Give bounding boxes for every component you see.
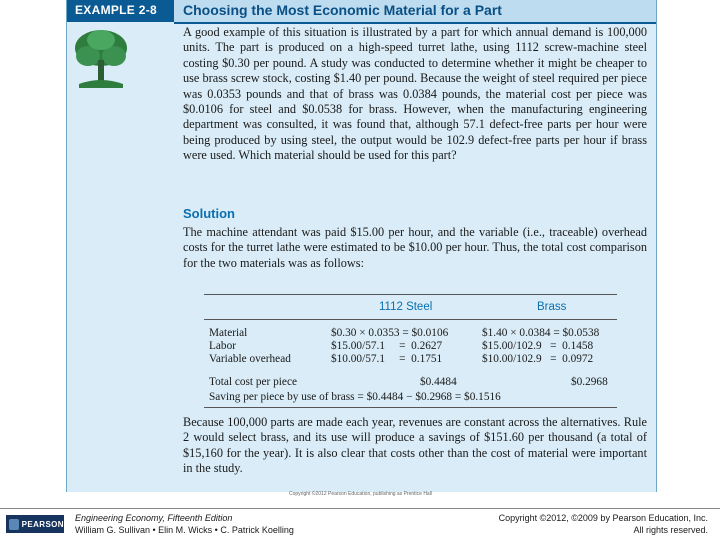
row-label-total: Total cost per piece [209, 376, 297, 388]
cell-brass-material: $1.40 × 0.0384 = $0.0538 [482, 327, 600, 339]
page-copyright: Copyright ©2012 Pearson Education, publishing as Prentice Hall [289, 491, 432, 497]
problem-statement: A good example of this situation is illustrated by a part for which annual demand is 100,000 units. The part is produced on a high-speed turret lathe, using 1112 screw-machine steel costing $0.30 per pound. A study was conducted to determine whether it might be cheaper to use brass screw stock, costing $1.40 per pound. Because the weight of steel required per piece was 0.0353 pounds and that of brass was 0.0384 pounds, the material cost per piece was $0.0106 for steel and $0.0538 for brass. However, when the manufacturing engineering department was consulted, it was found that, although 57.1 defect-free parts per hour were being produced by using steel, the output would be 102.9 defect-free parts per hour if brass were used. Which material should be used for this part? [183, 25, 647, 163]
cell-brass-overhead: $10.00/102.9 = 0.0972 [482, 353, 594, 365]
cell-steel-labor: $15.00/57.1 = 0.2627 [331, 340, 443, 352]
solution-heading: Solution [183, 206, 235, 221]
cell-steel-overhead: $10.00/57.1 = 0.1751 [331, 353, 443, 365]
solution-intro: The machine attendant was paid $15.00 per hour, and the variable (i.e., traceable) overhead costs for the turret lathe were estimated to be $10.00 per hour. Thus, the total cost comparison for the two materials was as follows: [183, 225, 647, 270]
table-rule-top [204, 294, 617, 295]
footer-copyright: Copyright ©2012, ©2009 by Pearson Education, Inc. [498, 513, 708, 523]
row-saving: Saving per piece by use of brass = $0.4484 − $0.2968 = $0.1516 [209, 391, 501, 403]
example-page [66, 0, 657, 497]
example-title: Choosing the Most Economic Material for a Part [183, 2, 502, 18]
cell-steel-total: $0.4484 [420, 376, 457, 388]
pearson-logo-text: PEARSON [21, 519, 64, 529]
cell-brass-total: $0.2968 [571, 376, 608, 388]
column-header-steel: 1112 Steel [379, 301, 433, 313]
cell-steel-material: $0.30 × 0.0353 = $0.0106 [331, 327, 449, 339]
example-label: EXAMPLE 2-8 [75, 3, 157, 17]
row-label-labor: Labor [209, 340, 236, 352]
tree-icon [71, 26, 131, 92]
table-rule-mid [204, 319, 617, 320]
footer-authors: William G. Sullivan • Elin M. Wicks • C. Patrick Koelling [75, 525, 294, 535]
pearson-logo-icon [9, 519, 19, 530]
table-rule-bottom [204, 407, 617, 408]
row-label-material: Material [209, 327, 248, 339]
footer-rights: All rights reserved. [633, 525, 708, 535]
pearson-logo [6, 515, 64, 533]
example-label-bar [67, 0, 174, 22]
footer-book-title: Engineering Economy, Fifteenth Edition [75, 513, 233, 523]
row-label-overhead: Variable overhead [209, 353, 291, 365]
example-title-bar [174, 0, 656, 24]
cell-brass-labor: $15.00/102.9 = 0.1458 [482, 340, 594, 352]
footer-divider [0, 508, 720, 509]
column-header-brass: Brass [537, 301, 567, 313]
conclusion-paragraph: Because 100,000 parts are made each year, revenues are constant across the alternatives. Rule 2 would select brass, and its use will produce a savings of $151.60 per thousand (a total of $15,160 for the year). It is also clear that costs other than the cost of material were important in the study. [183, 415, 647, 476]
